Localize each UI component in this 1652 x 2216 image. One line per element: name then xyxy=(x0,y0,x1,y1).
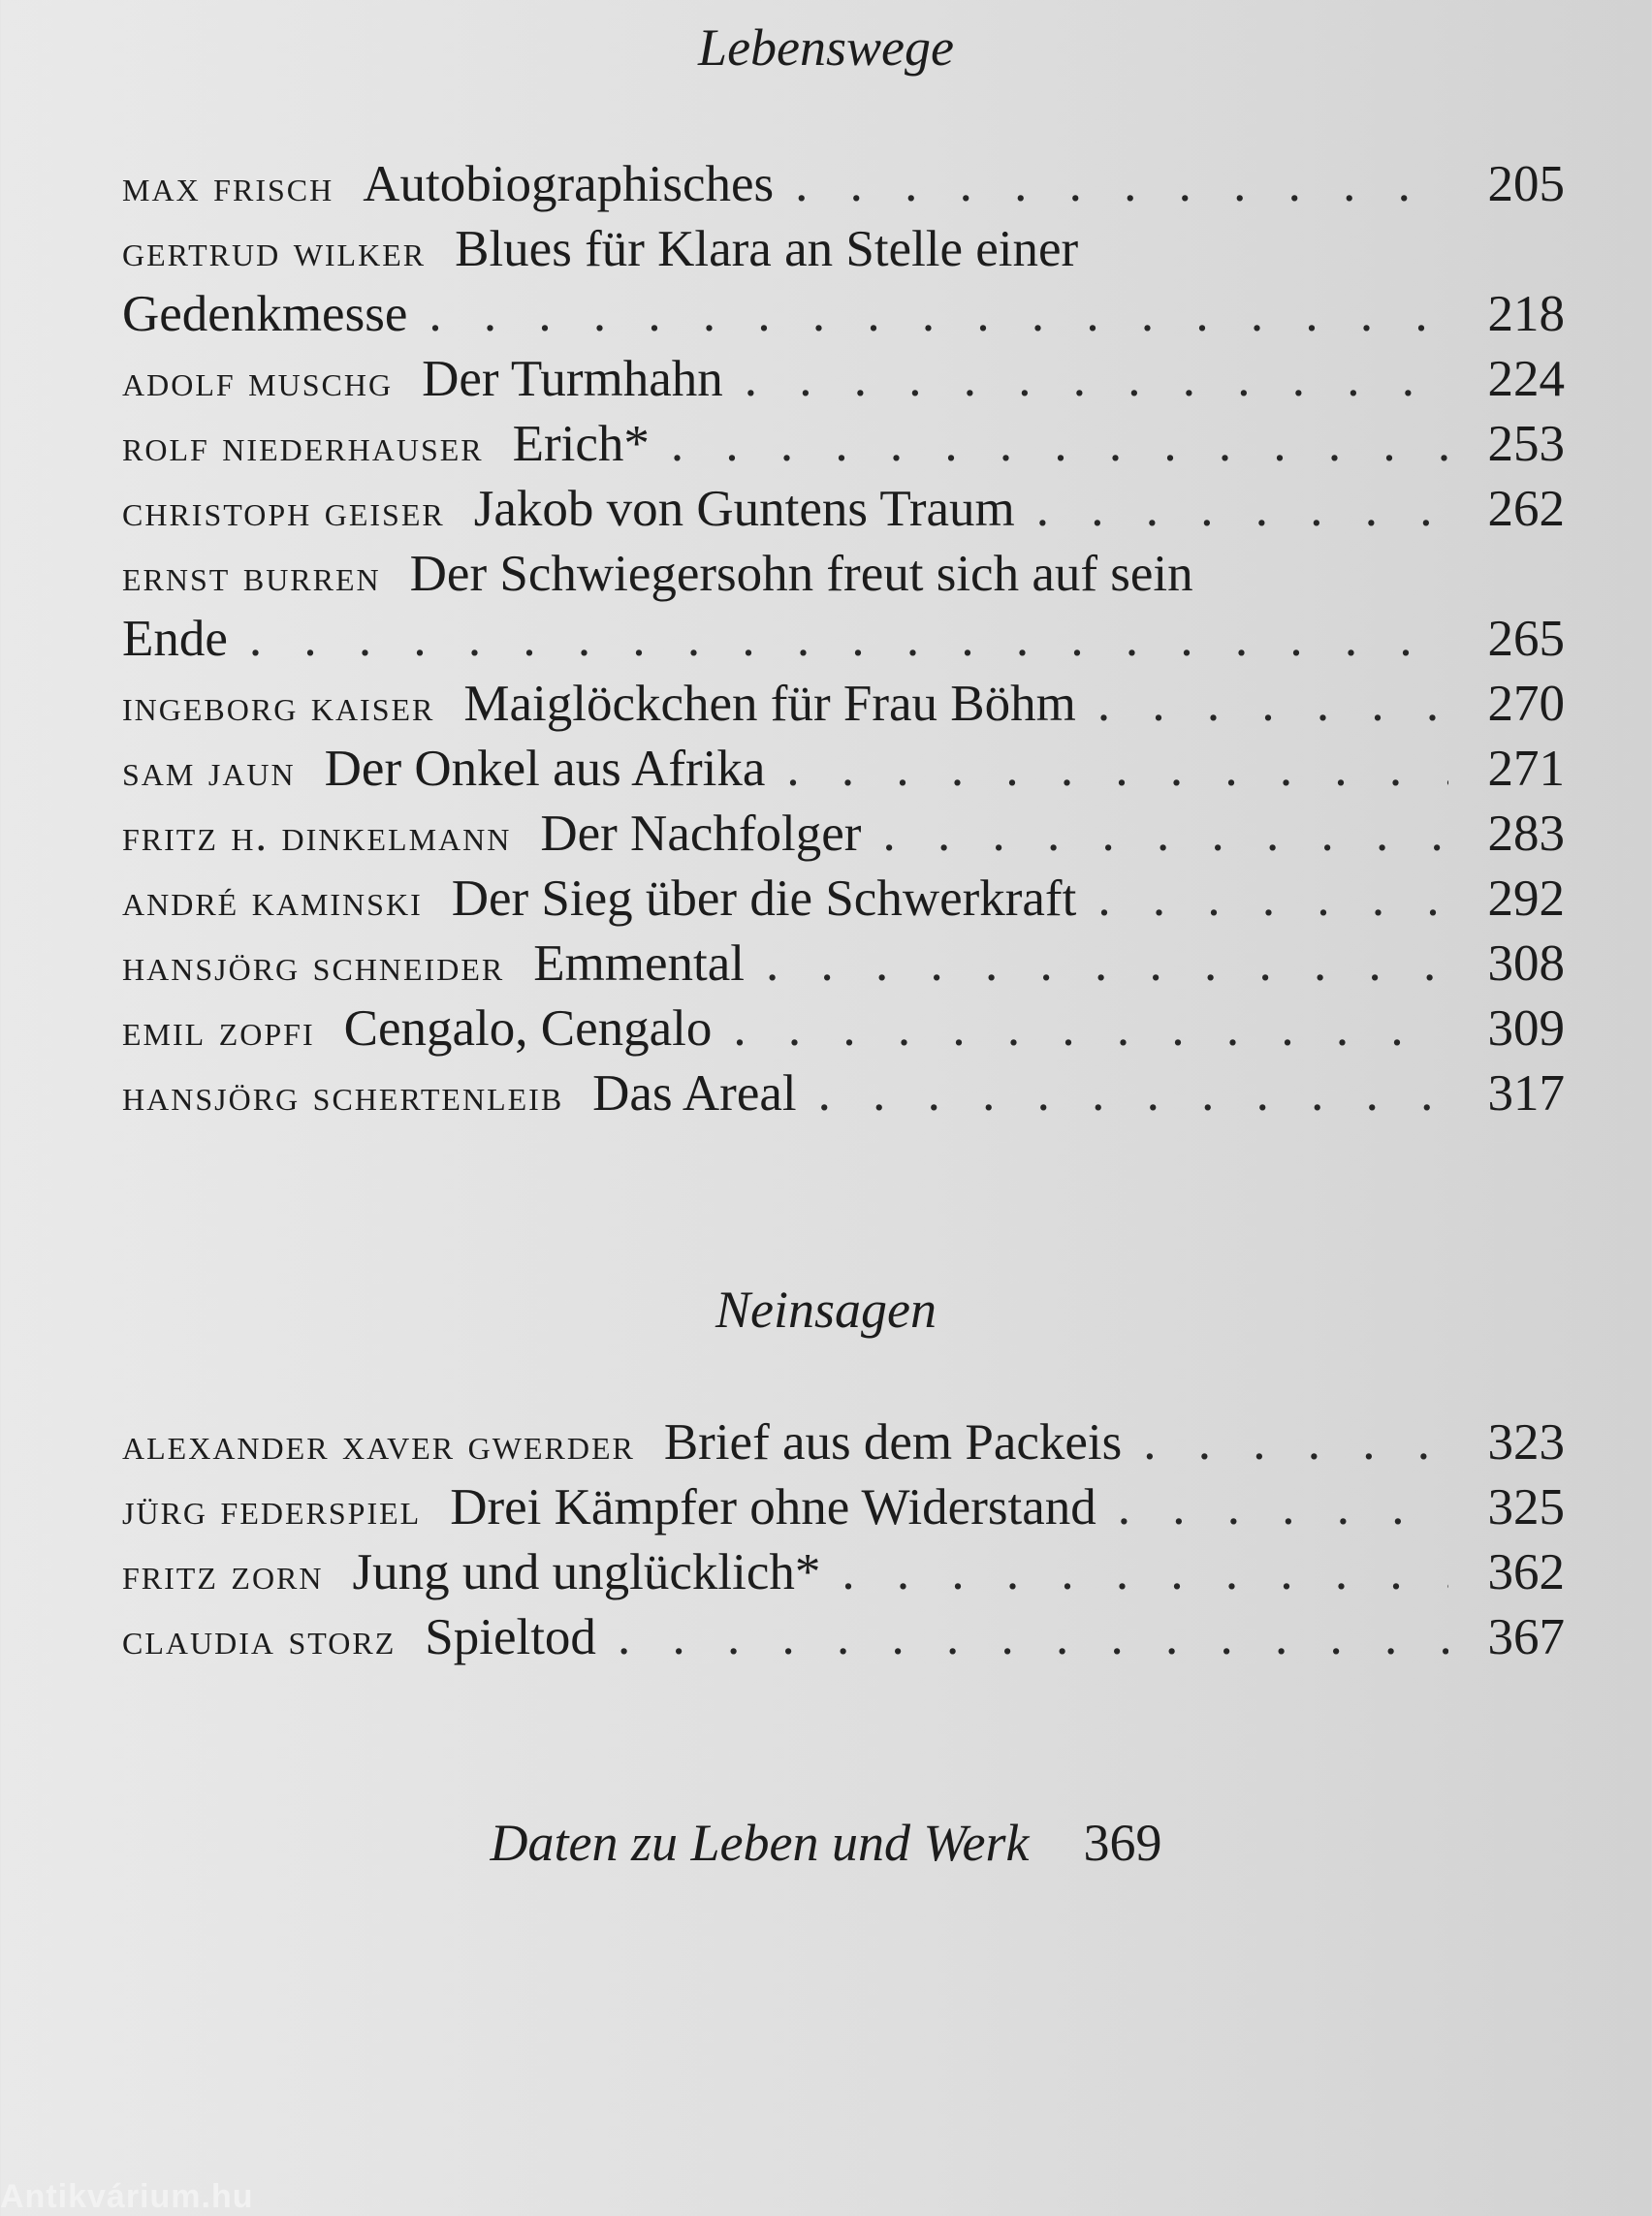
dot-leader xyxy=(614,1608,1448,1666)
dot-leader xyxy=(838,1543,1448,1601)
dot-leader xyxy=(1094,870,1448,928)
entry-author: alexander xaver gwerder xyxy=(122,1419,635,1469)
dot-leader xyxy=(1139,1413,1448,1472)
toc-entry xyxy=(122,155,1565,220)
entry-author: hansjörg schertenleib xyxy=(122,1070,564,1120)
entry-page: 362 xyxy=(1487,1544,1565,1600)
footer-page: 369 xyxy=(1083,1814,1162,1872)
entry-page: 253 xyxy=(1487,416,1565,472)
toc-entry xyxy=(122,805,1565,870)
entry-title: Autobiographisches xyxy=(363,156,775,212)
entry-page: 308 xyxy=(1487,935,1565,992)
watermark: Antikvárium.hu xyxy=(0,2178,254,2215)
toc-section-neinsagen xyxy=(122,1413,1565,1673)
entry-author: jürg federspiel xyxy=(122,1484,422,1534)
toc-entry xyxy=(122,675,1565,740)
entry-title-continued: Ende xyxy=(122,611,228,667)
entry-author: fritz h. dinkelmann xyxy=(122,810,512,860)
entry-page: 271 xyxy=(1487,741,1565,797)
toc-entry xyxy=(122,999,1565,1064)
entry-author: max frisch xyxy=(122,161,334,210)
toc-entry xyxy=(122,740,1565,805)
entry-page: 205 xyxy=(1487,156,1565,212)
toc-entry xyxy=(122,1413,1565,1478)
entry-page: 283 xyxy=(1487,806,1565,862)
entry-title: Cengalo, Cengalo xyxy=(343,1000,713,1057)
dot-leader xyxy=(1032,480,1448,538)
entry-author: adolf muschg xyxy=(122,356,394,405)
toc-entry xyxy=(122,1608,1565,1673)
toc-entry xyxy=(122,220,1565,350)
entry-author: sam jaun xyxy=(122,745,296,795)
entry-author: rolf niederhauser xyxy=(122,421,484,470)
section-heading-neinsagen: Neinsagen xyxy=(715,1281,937,1339)
entry-title: Der Turmhahn xyxy=(422,351,723,407)
entry-author: ingeborg kaiser xyxy=(122,681,435,730)
entry-page: 317 xyxy=(1487,1065,1565,1122)
entry-page: 325 xyxy=(1487,1479,1565,1535)
entry-page: 323 xyxy=(1487,1414,1565,1471)
entry-page: 224 xyxy=(1487,351,1565,407)
dot-leader xyxy=(814,1064,1448,1123)
dot-leader xyxy=(762,934,1448,993)
entry-author: fritz zorn xyxy=(122,1549,324,1599)
entry-author: emil zopfi xyxy=(122,1005,315,1055)
dot-leader xyxy=(667,415,1448,473)
dot-leader xyxy=(782,740,1448,798)
entry-title: Das Areal xyxy=(592,1065,797,1122)
dot-leader xyxy=(791,155,1448,213)
entry-author: gertrud wilker xyxy=(122,226,427,275)
dot-leader xyxy=(425,285,1448,343)
entry-page: 309 xyxy=(1487,1000,1565,1057)
entry-title-continued: Gedenkmesse xyxy=(122,286,408,342)
entry-author: christoph geiser xyxy=(122,486,445,535)
entry-author: claudia storz xyxy=(122,1614,397,1663)
section-heading-lebenswege: Lebenswege xyxy=(698,18,954,77)
entry-page: 265 xyxy=(1487,611,1565,667)
dot-leader xyxy=(741,350,1448,408)
entry-page: 218 xyxy=(1487,286,1565,342)
entry-title: Brief aus dem Packeis xyxy=(663,1414,1123,1471)
entry-title: Erich* xyxy=(512,416,650,472)
entry-author: ernst burren xyxy=(122,551,381,600)
entry-title: Emmental xyxy=(533,935,746,992)
toc-entry xyxy=(122,1064,1565,1129)
entry-title: Der Sieg über die Schwerkraft xyxy=(451,871,1077,927)
entry-page: 367 xyxy=(1487,1609,1565,1665)
entry-page: 270 xyxy=(1487,676,1565,732)
dot-leader xyxy=(1094,675,1448,733)
entry-page: 292 xyxy=(1487,871,1565,927)
entry-title: Jakob von Guntens Traum xyxy=(473,481,1015,537)
toc-entry xyxy=(122,870,1565,934)
toc-entry xyxy=(122,1478,1565,1543)
toc-entry xyxy=(122,415,1565,480)
toc-entry xyxy=(122,1543,1565,1608)
entry-title: Jung und unglücklich* xyxy=(352,1544,821,1600)
entry-author: andré kaminski xyxy=(122,875,423,925)
entry-title: Spieltod xyxy=(425,1609,596,1665)
dot-leader xyxy=(729,999,1448,1058)
entry-author: hansjörg schneider xyxy=(122,940,505,990)
entry-title: Maiglöckchen für Frau Böhm xyxy=(463,676,1076,732)
entry-page: 262 xyxy=(1487,481,1565,537)
dot-leader xyxy=(245,610,1448,668)
toc-entry xyxy=(122,350,1565,415)
toc-entry xyxy=(122,480,1565,545)
entry-title: Der Schwiegersohn freut sich auf sein xyxy=(409,546,1193,602)
dot-leader xyxy=(1114,1478,1448,1536)
toc-entry xyxy=(122,545,1565,675)
dot-leader xyxy=(878,805,1448,863)
entry-title: Der Onkel aus Afrika xyxy=(324,741,766,797)
toc-section-lebenswege xyxy=(122,155,1565,1129)
toc-entry xyxy=(122,934,1565,999)
toc-footer-entry xyxy=(0,1813,1652,1873)
entry-title: Der Nachfolger xyxy=(540,806,862,862)
entry-title: Drei Kämpfer ohne Widerstand xyxy=(450,1479,1096,1535)
entry-title: Blues für Klara an Stelle einer xyxy=(455,221,1079,277)
footer-title: Daten zu Leben und Werk xyxy=(490,1814,1030,1872)
